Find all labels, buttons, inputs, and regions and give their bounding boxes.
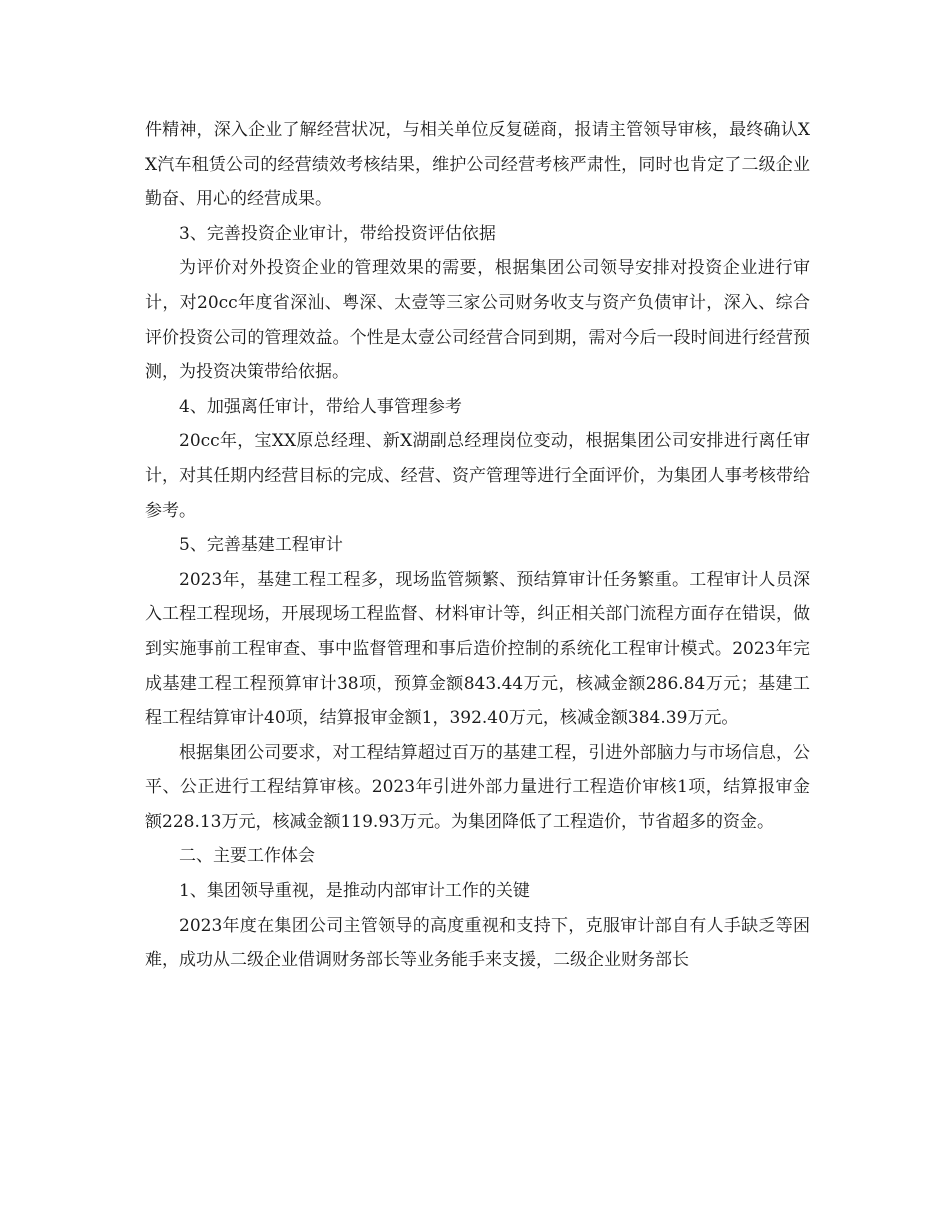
heading-investment-audit: 3、完善投资企业审计，带给投资评估依据 [179, 223, 496, 244]
heading-departure-audit: 4、加强离任审计，带给人事管理参考 [179, 396, 462, 417]
heading-construction-audit: 5、完善基建工程审计 [179, 535, 343, 556]
section-heading-experience: 二、主要工作体会 [179, 846, 315, 867]
paragraph-departure-audit: 20cc年，宝XX原总经理、新X湖副总经理岗位变动，根据集团公司安排进行离任审计，对其任期内经营目标的完成、经营、资产管理等进行全面评价，为集团人事考核带给参考。 [145, 431, 810, 521]
paragraph-external-audit: 根据集团公司要求，对工程结算超过百万的基建工程，引进外部脑力与市场信息，公平、公正进行工程结算审核。2023年引进外部力量进行工程造价审核1项，结算报审金额228.13万元，核减金额119.93万元。为集团降低了工程造价，节省超多的资金。 [145, 742, 810, 832]
paragraph-investment-audit: 为评价对外投资企业的管理效果的需要，根据集团公司领导安排对投资企业进行审计，对20cc年度省深汕、粤深、太壹等三家公司财务收支与资产负债审计，深入、综合评价投资公司的管理效益。个性是太壹公司经营合同到期，需对今后一段时间进行经营预测，为投资决策带给依据。 [145, 258, 810, 383]
document-body [145, 113, 810, 978]
paragraph-continuation: 件精神，深入企业了解经营状况，与相关单位反复磋商，报请主管领导审核，最终确认XX汽车租赁公司的经营绩效考核结果，维护公司经营考核严肃性，同时也肯定了二级企业勤奋、用心的经营成果。 [145, 120, 810, 210]
heading-leadership: 1、集团领导重视，是推动内部审计工作的关键 [179, 881, 530, 902]
paragraph-construction-audit: 2023年，基建工程工程多，现场监管频繁、预结算审计任务繁重。工程审计人员深入工程工程现场，开展现场工程监督、材料审计等，纠正相关部门流程方面存在错误，做到实施事前工程审查、事中监督管理和事后造价控制的系统化工程审计模式。2023年完成基建工程工程预算审计38项，预算金额843.44万元，核减金额286.84万元；基建工程工程结算审计40项，结算报审金额1，392.40万元，核减金额384.39万元。 [145, 569, 810, 729]
paragraph-leadership: 2023年度在集团公司主管领导的高度重视和支持下，克服审计部自有人手缺乏等困难，成功从二级企业借调财务部长等业务能手来支援，二级企业财务部长 [145, 915, 810, 971]
